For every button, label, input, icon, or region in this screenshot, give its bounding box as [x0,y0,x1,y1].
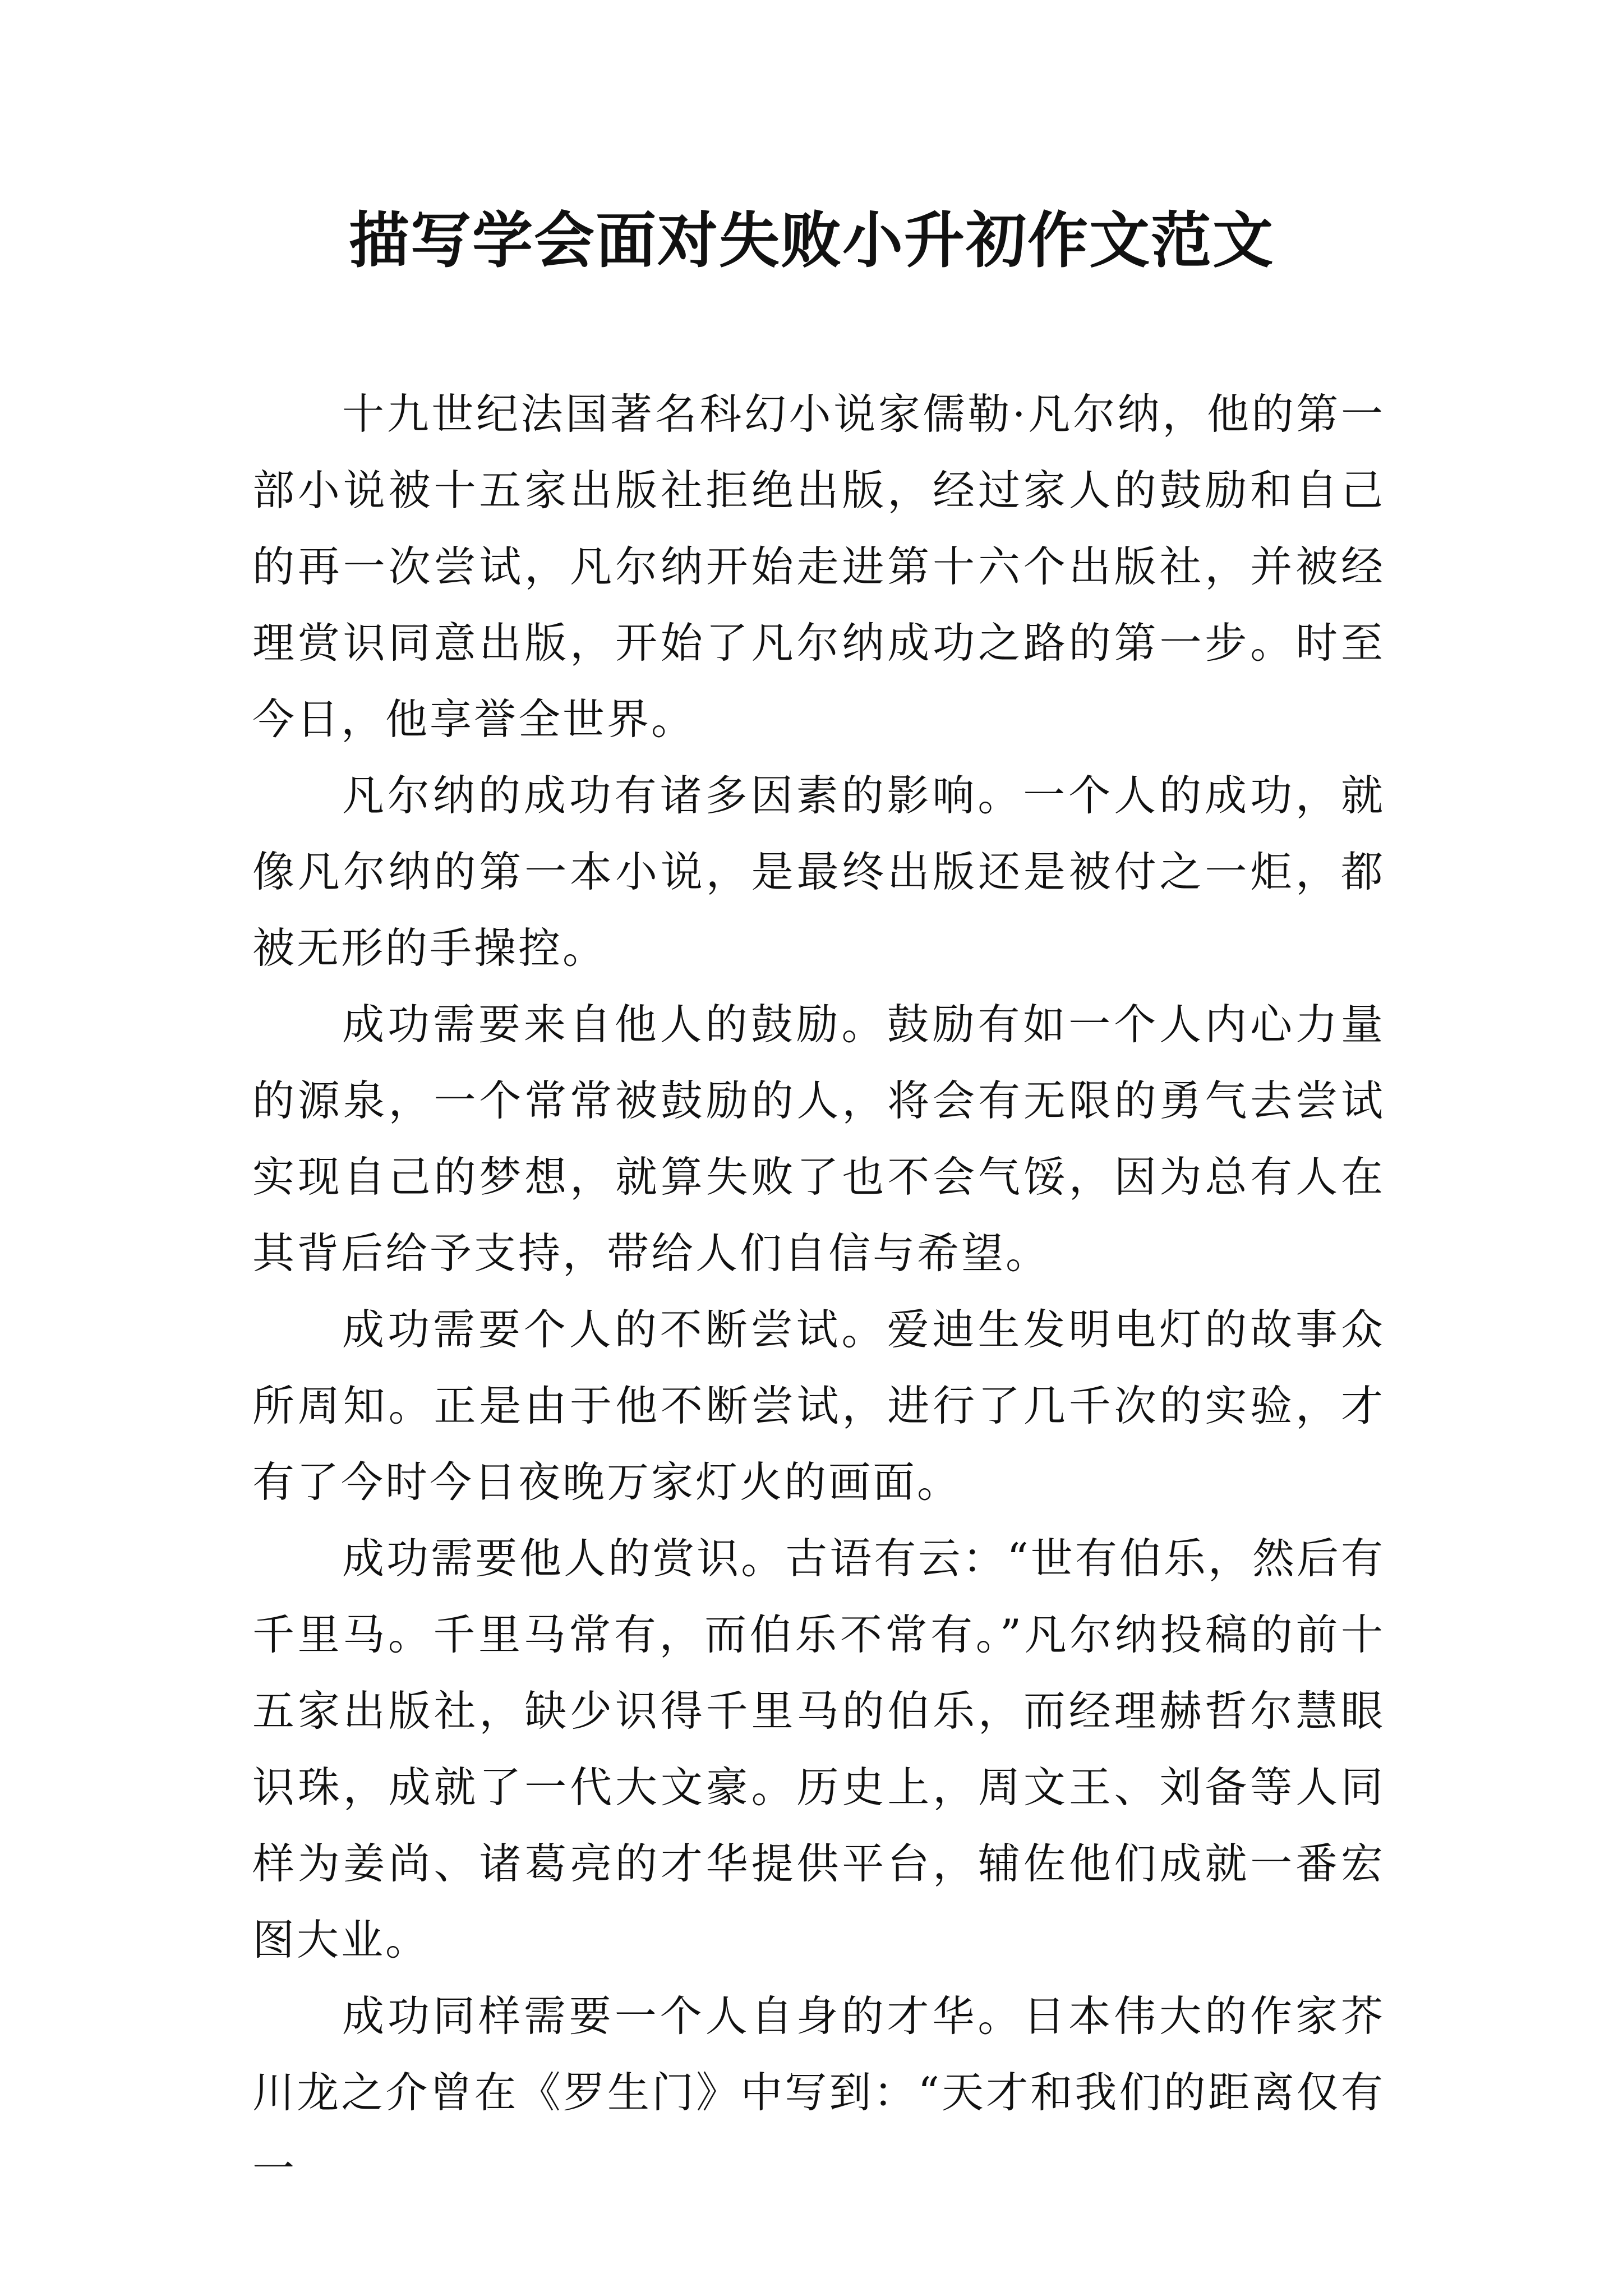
document-body [252,376,1385,2207]
paragraph-1: 十九世纪法国著名科幻小说家儒勒·凡尔纳，他的第一部小说被十五家出版社拒绝出版，经过家人的鼓励和自己的再一次尝试，凡尔纳开始走进第十六个出版社，并被经理赏识同意出版，开始了凡尔纳成功之路的第一步。时至今日，他享誉全世界。 [252,389,1385,744]
paragraph-3: 成功需要来自他人的鼓励。鼓励有如一个人内心力量的源泉，一个常常被鼓励的人，将会有无限的勇气去尝试实现自己的梦想，就算失败了也不会气馁，因为总有人在其背后给予支持，带给人们自信与希望。 [252,1000,1385,1278]
document-title: 描写学会面对失败小升初作文范文 [348,206,1274,276]
paragraph-5: 成功需要他人的赏识。古语有云：“世有伯乐，然后有千里马。千里马常有，而伯乐不常有。”凡尔纳投稿的前十五家出版社，缺少识得千里马的伯乐，而经理赫哲尔慧眼识珠，成就了一代大文豪。历史上，周文王、刘备等人同样为姜尚、诸葛亮的才华提供平台，辅佐他们成就一番宏图大业。 [252,1534,1385,1964]
paragraph-2: 凡尔纳的成功有诸多因素的影响。一个人的成功，就像凡尔纳的第一本小说，是最终出版还是被付之一炬，都被无形的手操控。 [252,771,1385,973]
paragraph-4: 成功需要个人的不断尝试。爱迪生发明电灯的故事众所周知。正是由于他不断尝试，进行了几千次的实验，才有了今时今日夜晚万家灯火的画面。 [252,1305,1385,1507]
paragraph-6: 成功同样需要一个人自身的才华。日本伟大的作家芥川龙之介曾在《罗生门》中写到：“天才和我们的距离仅有一 [252,1991,1385,2193]
